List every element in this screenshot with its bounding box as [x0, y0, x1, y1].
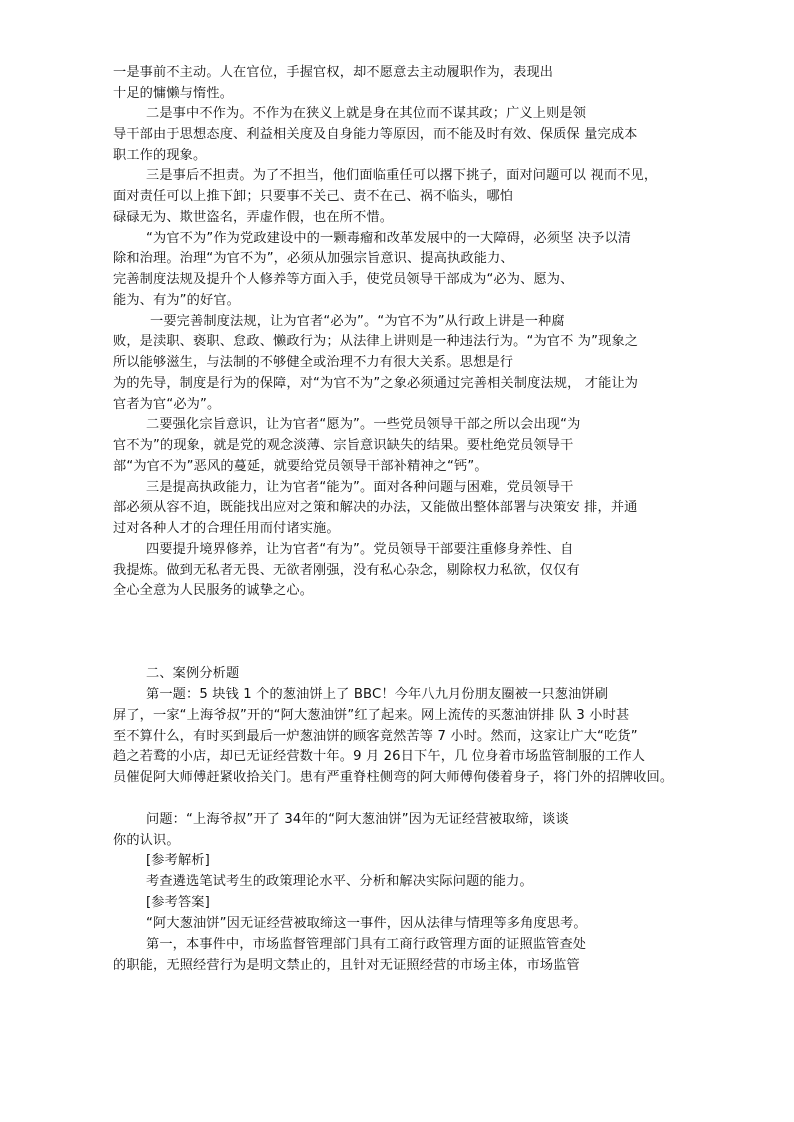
paragraph-line: 完善制度法规及提升个人修养等方面入手，使党员领导干部成为“必为、愿为、 — [113, 272, 574, 287]
paragraph-line: 能为、有为”的好官。 — [113, 293, 241, 308]
paragraph-line: 职工作的现象。 — [113, 148, 207, 163]
paragraph-line: 第一题：5 块钱 1 个的葱油饼上了 BBC！今年八九月份朋友圈被一只葱油饼刷 — [146, 687, 609, 702]
paragraph-line: [参考解析] — [146, 853, 210, 868]
paragraph-line: 官不为”的现象，就是党的观念淡薄、宗旨意识缺失的结果。要杜绝党员领导干 — [113, 438, 574, 453]
paragraph-line: 为的先导，制度是行为的保障，对“为官不为”之象必须通过完善相关制度法规， 才能让为 — [113, 376, 639, 391]
paragraph-line: 问题：“上海爷叔”开了 34年的“阿大葱油饼”因为无证经营被取缔，谈谈 — [146, 812, 569, 827]
paragraph-line: 员催促阿大师傅赶紧收拾关门。患有严重脊柱侧弯的阿大师傅佝偻着身子，将门外的招牌收回。 — [113, 770, 674, 785]
paragraph-line: 过对各种人才的合理任用而付诸实施。 — [113, 521, 340, 536]
paragraph-line: 第一，本事件中，市场监督管理部门具有工商行政管理方面的证照监管查处 — [146, 937, 587, 952]
paragraph-line: 面对责任可以上推下卸；只要事不关己、责不在己、祸不临头，哪怕 — [113, 189, 514, 204]
paragraph-line: 二要强化宗旨意识，让为官者“愿为”。一些党员领导干部之所以会出现“为 — [146, 417, 581, 432]
paragraph-line: 的职能，无照经营行为是明文禁止的，且针对无证照经营的市场主体，市场监管 — [113, 958, 580, 973]
paragraph-line: “阿大葱油饼”因无证经营被取缔这一事件，因从法律与情理等多角度思考。 — [146, 916, 587, 931]
paragraph-line: 屏了，一家“上海爷叔”开的“阿大葱油饼”红了起来。网上流传的买葱油饼排 队 3 小时甚 — [113, 708, 630, 723]
paragraph-line: 败，是渎职、亵职、怠政、懒政行为；从法律上讲则是一种违法行为。“为官不 为”现象之 — [113, 334, 639, 349]
paragraph-line: 部必须从容不迫，既能找出应对之策和解决的办法，又能做出整体部署与决策安 排，并通 — [113, 500, 638, 515]
paragraph-line: 导干部由于思想态度、利益相关度及自身能力等原因，而不能及时有效、保质保 量完成本 — [113, 127, 638, 142]
paragraph-line: 一要完善制度法规，让为官者“必为”。“为官不为”从行政上讲是一种腐 — [150, 314, 565, 329]
paragraph-line: 三是事后不担责。为了不担当，他们面临重任可以撂下挑子，面对问题可以 视而不见， — [146, 168, 658, 183]
paragraph-line: 碌碌无为、欺世盗名，弄虚作假，也在所不惜。 — [113, 210, 394, 225]
paragraph-line: 全心全意为人民服务的诚挚之心。 — [113, 583, 314, 598]
paragraph-line: 所以能够滋生，与法制的不够健全或治理不力有很大关系。思想是行 — [113, 355, 514, 370]
paragraph-line: 十足的慵懒与惰性。 — [113, 86, 234, 101]
paragraph-line: 三是提高执政能力，让为官者“能为”。面对各种问题与困难，党员领导干 — [146, 480, 574, 495]
paragraph-line: 至不算什么，有时买到最后一炉葱油饼的顾客竟然苦等 7 小时。然而，这家让广大“吃货” — [113, 729, 638, 744]
section-heading: 二、案例分析题 — [146, 666, 240, 681]
paragraph-line: 二是事中不作为。不作为在狭义上就是身在其位而不谋其政；广义上则是领 — [146, 106, 587, 121]
paragraph-line: 考查遴选笔试考生的政策理论水平、分析和解决实际问题的能力。 — [146, 874, 533, 889]
paragraph-line: 部“为官不为”恶风的蔓延，就要给党员领导干部补精神之“钙”。 — [113, 459, 488, 474]
paragraph-line: 你的认识。 — [113, 833, 180, 848]
paragraph-line: 趋之若鹜的小店，却已无证经营数十年。9 月 26日下午，几 位身着市场监管制服的工作人 — [113, 749, 646, 764]
paragraph-line: “为官不为”作为党政建设中的一颗毒瘤和改革发展中的一大障碍，必须坚 决予以清 — [146, 231, 632, 246]
paragraph-line: 四要提升境界修养，让为官者“有为”。党员领导干部要注重修身养性、自 — [146, 542, 574, 557]
paragraph-line: 一是事前不主动。人在官位，手握官权，却不愿意去主动履职作为，表现出 — [113, 65, 554, 80]
paragraph-line: [参考答案] — [146, 895, 210, 910]
paragraph-line: 除和治理。治理“为官不为”，必须从加强宗旨意识、提高执政能力、 — [113, 251, 514, 266]
paragraph-line: 官者为官“必为”。 — [113, 397, 221, 412]
paragraph-line: 我提炼。做到无私者无畏、无欲者刚强，没有私心杂念，剔除权力私欲，仅仅有 — [113, 563, 580, 578]
